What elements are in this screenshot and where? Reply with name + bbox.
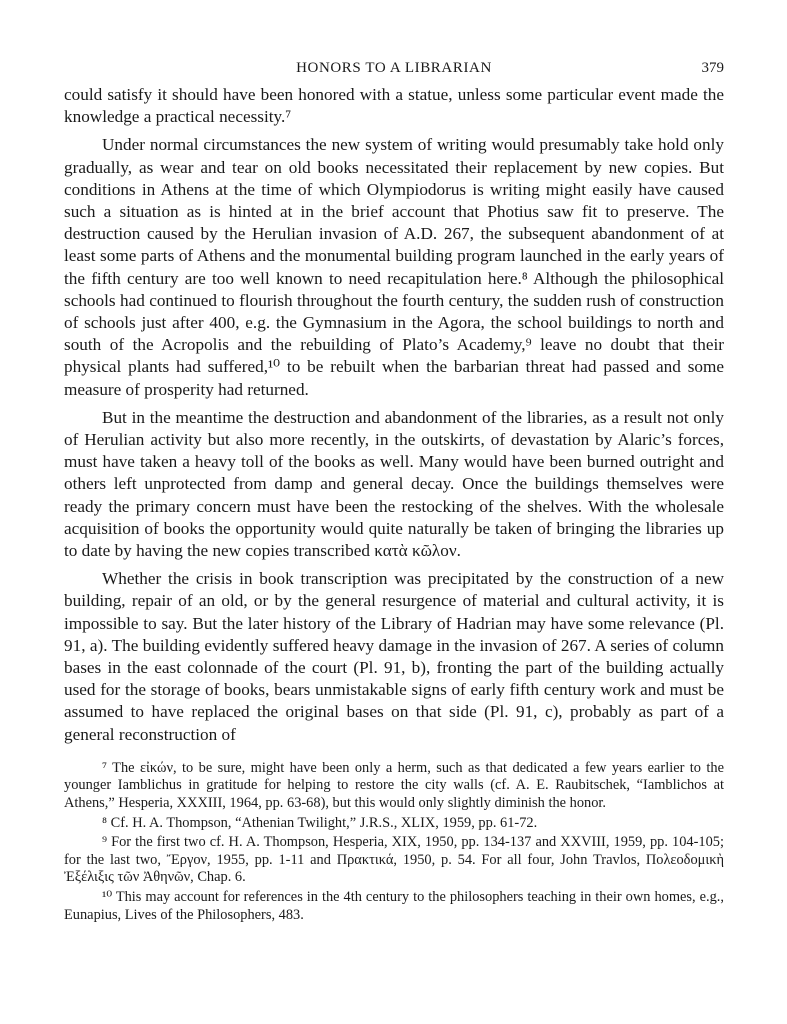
footnote-8: ⁸ Cf. H. A. Thompson, “Athenian Twilight,” J.R.S., XLIX, 1959, pp. 61-72. bbox=[102, 814, 538, 831]
paragraph: But in the meantime the destruction and abandonment of the libraries, as a result not only of Herulian activity but also more recently, in the outskirts, of devastation by Alaric’s forces, must have taken a heavy toll of the books as well. Many would have been burned outright and others left unprotected from damp and general decay. Once the buildings themselves were ready the primary concern must have been the restocking of the shelves. With the wholesale acquisition of books the opportunity would quite naturally be taken of bringing the libraries up to date by having the new copies transcribed κατὰ κῶλον. bbox=[64, 407, 724, 561]
page bbox=[64, 58, 724, 926]
running-title: HONORS TO A LIBRARIAN bbox=[296, 60, 492, 76]
body-text bbox=[64, 84, 724, 746]
footnote-9: ⁹ For the first two cf. H. A. Thompson, Hesperia, XIX, 1950, pp. 134-137 and XXVIII, 1959, pp. 104-105; for the last two, Ἔργον, 1955, pp. 1-11 and Πρακτικά, 1950, p. 54. For all four, John Travlos, Πολεοδομικὴ Ἐξέλιξις τῶν Ἀθηνῶν, Chap. 6. bbox=[64, 834, 724, 886]
footnote-7: ⁷ The εἰκών, to be sure, might have been only a herm, such as that dedicated a few years earlier to the younger Iamblichus in gratitude for helping to restore the city walls (cf. A. E. Raubitschek, “Iamblichos at Athens,” Hesperia, XXXIII, 1964, pp. 63-68), but this would only slightly diminish the honor. bbox=[64, 759, 724, 812]
footnote-10: ¹⁰ This may account for references in the 4th century to the philosophers teaching in their own homes, e.g., Eunapius, Lives of the Philosophers, 483. bbox=[64, 889, 724, 923]
footnotes bbox=[64, 760, 724, 924]
paragraph: Whether the crisis in book transcription was precipitated by the construction of a new building, repair of an old, or by the general resurgence of material and cultural activity, it is impossible to say. But the later history of the Library of Hadrian may have some relevance (Pl. 91, a). The building evidently suffered heavy damage in the invasion of 267. A series of column bases in the east colonnade of the court (Pl. 91, b), fronting the part of the building actually used for the storage of books, bears unmistakable signs of early fifth century work and must be assumed to have replaced the original bases on that side (Pl. 91, c), probably as part of a general reconstruction of bbox=[64, 569, 724, 744]
paragraph-continued: could satisfy it should have been honored with a statue, unless some particular event made the knowledge a practical necessity.⁷ bbox=[64, 85, 724, 127]
page-number: 379 bbox=[701, 60, 724, 76]
running-header bbox=[64, 58, 724, 84]
paragraph: Under normal circumstances the new system of writing would presumably take hold only gradually, as wear and tear on old books necessitated their replacement by new copies. But conditions in Athens at the time of which Olympiodorus is writing might easily have caused such a situation as is hinted at in the brief account that Photius saw fit to preserve. The destruction caused by the Herulian invasion of A.D. 267, the subsequent abandonment of at least some parts of Athens and the monumental building program launched in the early years of the fifth century are too well known to need recapitulation here.⁸ Although the philosophical schools had continued to flourish throughout the fourth century, the sudden rush of construction of schools just after 400, e.g. the Gymnasium in the Agora, the school buildings to north and south of the Acropolis and the rebuilding of Plato’s Academy,⁹ leave no doubt that their physical plants had suffered,¹⁰ to be rebuilt when the barbarian threat had passed and some measure of prosperity had returned. bbox=[64, 135, 724, 399]
